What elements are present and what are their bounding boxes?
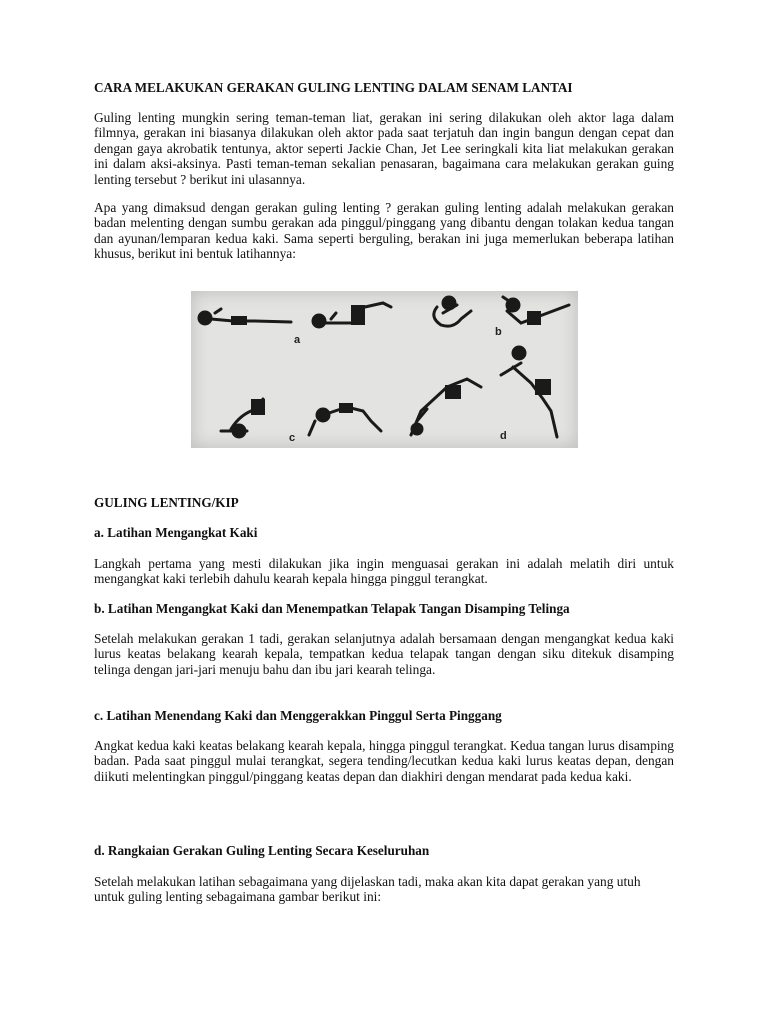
figure-label-b: b bbox=[495, 326, 502, 338]
document-title: CARA MELAKUKAN GERAKAN GULING LENTING DALAM SENAM LANTAI bbox=[94, 80, 573, 95]
step-d-text: Setelah melakukan latihan sebagaimana yang dijelaskan tadi, maka akan kita dapat gerakan yang utuh untuk guling lenting sebagaimana gambar berikut ini: bbox=[94, 874, 641, 905]
step-b-heading: b. Latihan Mengangkat Kaki dan Menempatkan Telapak Tangan Disamping Telinga bbox=[94, 601, 570, 616]
section-heading: GULING LENTING/KIP bbox=[94, 495, 239, 510]
figure-label-a: a bbox=[294, 334, 301, 346]
exercise-illustration bbox=[191, 291, 578, 448]
step-d-heading: d. Rangkaian Gerakan Guling Lenting Secara Keseluruhan bbox=[94, 843, 430, 858]
pose-d-arch bbox=[411, 379, 481, 435]
intro-paragraph: Guling lenting mungkin sering teman-teman liat, gerakan ini sering dilakukan oleh aktor laga dalam filmnya, gerakan ini biasanya dilakukan oleh aktor pada saat terjatuh dan ingin bangun dengan cepat dan dengan gaya akrobatik tentunya, aktor seperti Jackie Chan, Jet Lee seringkali kita liat melakukan gerakan ini dalam aksi-aksinya. Pasti teman-teman sekalian penasaran, bagaimana cara melakukan gerakan guing lenting tersebut ? berikut ini ulasannya. bbox=[94, 110, 674, 187]
step-c-heading: c. Latihan Menendang Kaki dan Menggerakkan Pinggul Serta Pinggang bbox=[94, 708, 502, 723]
step-a-text: Langkah pertama yang mesti dilakukan jika ingin menguasai gerakan ini adalah melatih diri untuk mengangkat kaki terlebih dahulu kearah kepala hingga pinggul terangkat. bbox=[94, 556, 674, 587]
pose-b-arms-by-ears bbox=[503, 297, 569, 325]
figure-label-c: c bbox=[289, 432, 296, 444]
exercise-figure-drawing bbox=[191, 291, 578, 448]
figure-label-d: d bbox=[500, 430, 507, 442]
pose-d-landing bbox=[501, 347, 557, 437]
definition-paragraph: Apa yang dimaksud dengan gerakan guling lenting ? gerakan guling lenting adalah melakukan gerakan badan melenting dengan sumbu gerakan ada pinggul/pinggang yang dibantu dengan tolakan kedua tangan dan ayunan/lemparan kedua kaki. Sama seperti berguling, berakan ini juga memerlukan beberapa latihan khusus, berikut ini bentuk latihannya: bbox=[94, 200, 674, 262]
step-a-heading: a. Latihan Mengangkat Kaki bbox=[94, 525, 258, 540]
pose-a-lying bbox=[199, 309, 291, 325]
pose-b-curled bbox=[434, 297, 471, 326]
pose-c-roll bbox=[221, 399, 265, 437]
pose-a-legs-raised bbox=[313, 303, 391, 327]
step-c-text: Angkat kedua kaki keatas belakang kearah kepala, hingga pinggul terangkat. Kedua tangan lurus disamping badan. Pada saat pinggul mulai terangkat, segera tending/lecutkan kedua kaki lurus keatas depan, dengan diikuti melentingkan pinggul/pinggang keatas depan dan diakhiri dengan mendarat pada kedua kaki. bbox=[94, 738, 674, 784]
pose-c-kick bbox=[309, 403, 381, 435]
step-b-text: Setelah melakukan gerakan 1 tadi, gerakan selanjutnya adalah bersamaan dengan mengangkat kedua kaki lurus keatas belakang kearah kepala, tempatkan kedua telapak tangan dengan siku ditekuk disamping telinga dengan jari-jari menuju bahu dan ibu jari kearah telinga. bbox=[94, 631, 674, 677]
